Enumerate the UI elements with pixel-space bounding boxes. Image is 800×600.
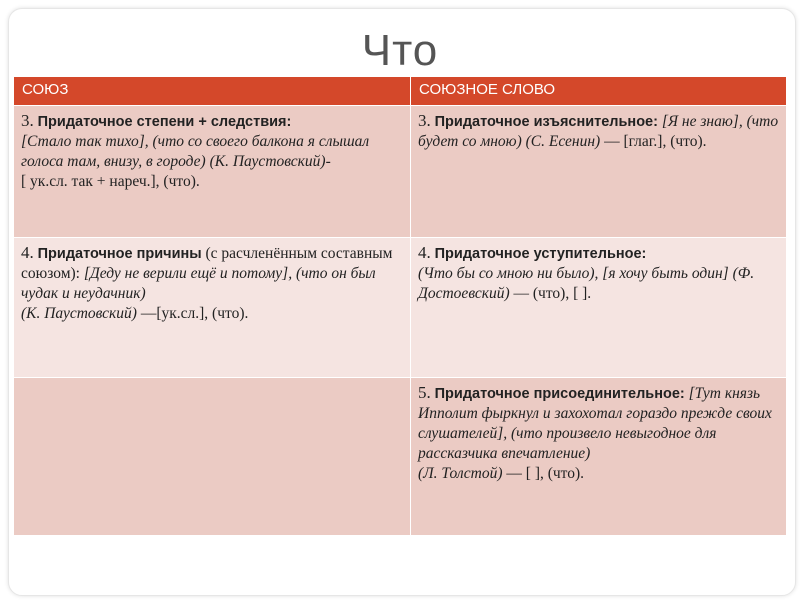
clause-note: (с расчленённым составным союзом): [21,245,393,282]
example-sentence: [Деду не верили ещё и потому], (что он был чудак и неудачник) [21,265,376,302]
sentence-scheme: — [глаг.], (что). [604,133,707,150]
header-conjunctive-word: СОЮЗНОЕ СЛОВО [411,77,787,106]
clause-type-label: Придаточное изъяснительное: [434,114,658,130]
item-number: 4. [418,243,431,262]
slide-title: Что [361,26,439,75]
conjunction-table [13,76,787,536]
cell-connective [411,378,787,536]
clause-type-label: Придаточное степени + следствия: [37,114,292,130]
table-row [14,106,787,238]
item-number: 3. [21,111,34,130]
sentence-scheme: —[ук.сл.], (что). [140,305,249,322]
cell-empty [14,378,411,536]
example-author: (К. Паустовский)- [209,153,331,170]
table-row [14,378,787,536]
example-author: (Ф. Достоевский) [418,265,755,302]
item-number: 3. [418,111,431,130]
table-row [14,238,787,378]
header-row [14,77,787,106]
item-number: 5. [418,383,431,402]
clause-type-label: Придаточное причины [37,246,202,262]
example-sentence: [Я не знаю], (что будет со мною) [418,113,779,150]
cell-concessive [411,238,787,378]
cell-explanatory [411,106,787,238]
example-sentence: (Что бы со мною ни было), [я хочу быть один] [418,265,729,282]
clause-type-label: Придаточное присоединительное: [434,386,685,402]
sentence-scheme: — [ ], (что). [506,465,585,482]
sentence-scheme: [ ук.сл. так + нареч.], (что). [21,173,200,190]
cell-degree-consequence [14,106,411,238]
header-conjunction: СОЮЗ [14,77,411,106]
example-author: (С. Есенин) [525,133,601,150]
example-sentence: [Тут князь Ипполит фыркнул и захохотал гораздо прежде своих слушателей], (что произвело невыгодное для рассказчика впечатление) [418,385,772,462]
cell-cause [14,238,411,378]
clause-type-label: Придаточное уступительное: [434,246,647,262]
sentence-scheme: — (что), [ ]. [513,285,592,302]
item-number: 4. [21,243,34,262]
example-sentence: [Стало так тихо], (что со своего балкона я слышал голоса там, внизу, в городе) [21,133,370,170]
example-author: (Л. Толстой) [418,465,503,482]
example-author: (К. Паустовский) [21,305,137,322]
